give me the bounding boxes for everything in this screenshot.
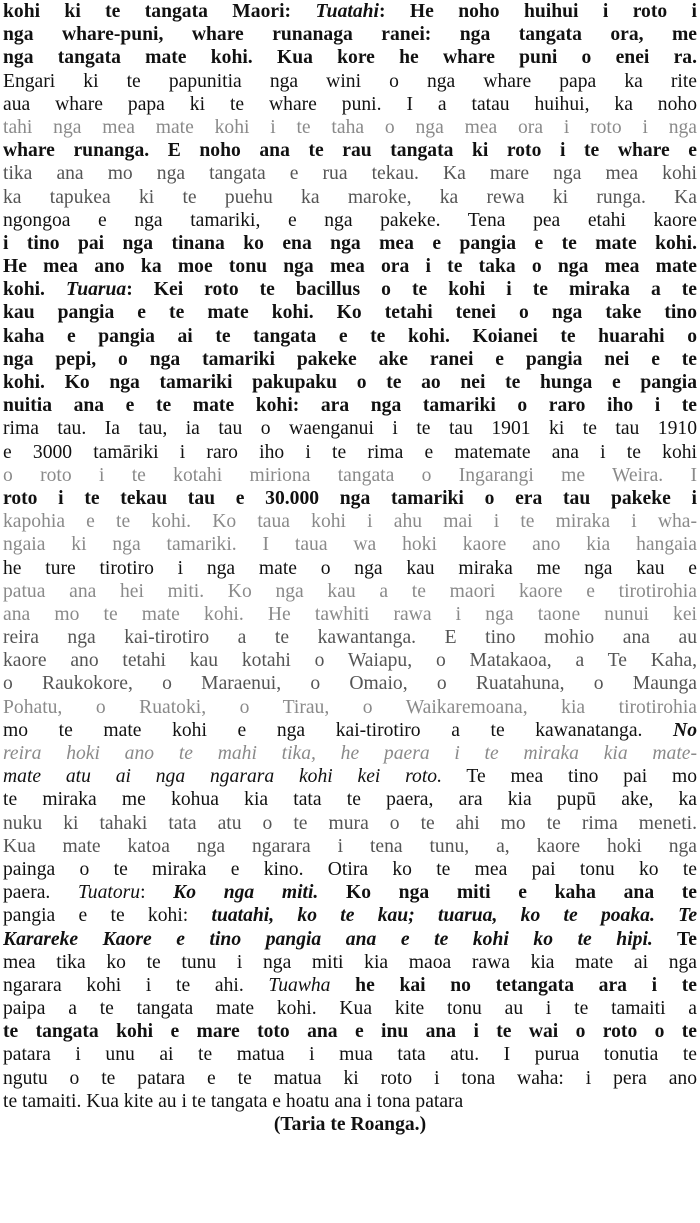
text-run: Tuatahi [315, 1, 379, 22]
text-line [3, 1067, 697, 1090]
text-run: nuku ki tahaki tata atu o te mura o te ahi mo te rima meneti. [3, 812, 697, 834]
text-line [3, 742, 697, 765]
text-run: o roto i te kotahi miriona tangata o Ingarangi me Weira. I [3, 464, 697, 486]
text-run: ngutu o te patara e te matua ki roto i tona waha: i pera ano [3, 1067, 697, 1089]
text-run: nga tangata mate kohi. Kua kore he whare puni o enei ra. [3, 47, 697, 69]
text-run: Te [652, 928, 697, 950]
text-run: Tuatoru [77, 882, 141, 904]
text-run: patua ana hei miti. Ko nga kau a te maori kaore e tirotirohia [3, 580, 697, 602]
text-run: Engari ki te papunitia nga wini o nga whare papa ka rite [3, 70, 697, 92]
text-run: aua whare papa ki te whare puni. I a tatau huihui, ka noho [3, 93, 697, 115]
text-line [3, 464, 697, 487]
text-line [3, 232, 697, 255]
text-line [3, 209, 697, 232]
text-line [3, 1090, 697, 1113]
text-line [3, 417, 697, 440]
text-run: kohi. Ko nga tamariki pakupaku o te ao nei te hunga e pangia [3, 372, 697, 393]
text-run: rima tau. Ia tau, ia tau o waenganui i te tau 1901 ki te tau 1910 [3, 418, 697, 440]
text-run: No [673, 719, 697, 741]
text-line [3, 580, 697, 603]
text-line [3, 348, 697, 371]
text-run: te miraka me kohua kia tata te paera, ara kia pupū ake, ka [3, 789, 697, 811]
text-line [3, 1043, 697, 1066]
text-run: nuitia ana e te mate kohi: ara nga tamariki o raro iho i te [3, 395, 697, 417]
text-line [3, 278, 697, 301]
text-run: : [140, 882, 174, 904]
text-run: nga whare-puni, whare runanaga ranei: nga tangata ora, me [3, 24, 697, 46]
text-run: tahi nga mea mate kohi i te taha o nga mea ora i roto i nga [3, 116, 697, 138]
text-run: he kai no tetangata ara i te [330, 974, 697, 996]
text-run: kohi. [3, 279, 66, 301]
text-line [3, 371, 697, 394]
text-run: te tangata kohi e mare toto ana e inu ana i te wai o roto o te [3, 1021, 697, 1043]
continuation-note: (Taria te Roanga.) [273, 1114, 427, 1135]
text-line [3, 881, 697, 904]
text-run: pangia e te kohi: [3, 905, 212, 927]
text-line [3, 487, 697, 510]
text-line [3, 672, 697, 695]
text-line [3, 301, 697, 324]
text-line [3, 649, 697, 672]
text-line [3, 626, 697, 649]
text-run: paera. [3, 882, 78, 904]
text-run: kau pangia e te mate kohi. Ko tetahi tenei o nga take tino [3, 302, 697, 324]
text-line [3, 93, 697, 116]
text-run: ngongoa e nga tamariki, e nga pakeke. Tena pea etahi kaore [3, 209, 697, 231]
text-line [3, 46, 697, 69]
text-run: e 3000 tamāriki i raro iho i te rima e matemate ana i te kohi [3, 441, 697, 463]
text-run: ngarara kohi i te ahi. [3, 974, 269, 996]
text-run: Karareke Kaore e tino pangia ana e te kohi ko te hipi. [3, 928, 653, 950]
text-line [3, 533, 697, 556]
text-line [3, 835, 697, 858]
text-run: whare runanga. E noho ana te rau tangata ki roto i te whare e [3, 140, 697, 162]
text-run: Ko nga miti. [173, 882, 319, 904]
text-run: He mea ano ka moe tonu nga mea ora i te taka o nga mea mate [3, 256, 697, 278]
article-body [3, 0, 697, 1113]
text-run: Ko nga miti e kaha ana te [318, 882, 697, 904]
text-line [3, 255, 697, 278]
text-run: kaore ano tetahi kau kotahi o Waiapu, o Matakaoa, a Te Kaha, [3, 650, 697, 672]
text-line [3, 325, 697, 348]
text-run: reira nga kai-tirotiro a te kawantanga. E tino mohio ana au [3, 627, 697, 649]
text-run: Tuarua [65, 279, 127, 301]
text-run: tika ana mo nga tangata e rua tekau. Ka mare nga mea kohi [3, 163, 697, 185]
text-line [3, 441, 697, 464]
text-line [3, 951, 697, 974]
text-run: he ture tirotiro i nga mate o nga kau miraka me nga kau e [3, 557, 697, 579]
text-run: kohi ki te tangata Maori: [3, 1, 316, 22]
text-line [3, 162, 697, 185]
text-run: Kua mate katoa nga ngarara i tena tunu, a, kaore hoki nga [3, 835, 697, 857]
text-run: mo te mate kohi e nga kai-tirotiro a te kawanatanga. [3, 719, 674, 741]
text-run: patara i unu ai te matua i mua tata atu. I purua tonutia te [3, 1044, 697, 1066]
text-line [3, 928, 697, 951]
text-run: Te mea tino pai mo [441, 766, 697, 788]
text-line [3, 858, 697, 881]
text-run: Te [654, 905, 697, 927]
text-line [3, 1020, 697, 1043]
text-line [3, 974, 697, 997]
text-line [3, 394, 697, 417]
text-run: nga pepi, o nga tamariki pakeke ake ranei e pangia nei e te [3, 348, 697, 370]
text-run: Tuawha [268, 974, 331, 996]
text-run: : Kei roto te bacillus o te kohi i te miraka a te [126, 279, 697, 301]
text-run: tuatahi, ko te kau; tuarua, ko te poaka. [211, 905, 655, 927]
text-line [3, 997, 697, 1020]
text-line [3, 116, 697, 139]
text-line [3, 719, 697, 742]
text-run: ka tapukea ki te puehu ka maroke, ka rewa ki runga. Ka [3, 186, 697, 208]
text-run: roto i te tekau tau e 30.000 nga tamariki o era tau pakeke i [3, 487, 697, 509]
text-run: : He noho huihui i roto i [378, 1, 697, 22]
text-run: o Raukokore, o Maraenui, o Omaio, o Ruatahuna, o Maunga [3, 673, 697, 695]
text-run: ngaia ki nga tamariki. I taua wa hoki kaore ano kia hangaia [3, 534, 697, 556]
text-run: painga o te miraka e kino. Otira ko te mea pai tonu ko te [3, 858, 697, 880]
text-run: kapohia e te kohi. Ko taua kohi i ahu mai i te miraka i wha- [3, 511, 697, 533]
text-run: mea tika ko te tunu i nga miti kia maoa rawa kia mate ai nga [3, 951, 697, 973]
text-line [3, 765, 697, 788]
text-run: kaha e pangia ai te tangata e te kohi. Koianei te huarahi o [3, 325, 697, 347]
text-run: te tamaiti. Kua kite au i te tangata e hoatu ana i tona patara [3, 1090, 464, 1112]
text-line [3, 904, 697, 927]
text-run: Pohatu, o Ruatoki, o Tirau, o Waikaremoana, kia tirotirohia [3, 696, 697, 718]
text-run: reira hoki ano te mahi tika, he paera i te miraka kia mate- [3, 743, 697, 764]
text-line [3, 139, 697, 162]
text-line [3, 0, 697, 23]
text-line [3, 186, 697, 209]
text-line [3, 696, 697, 719]
text-run: i tino pai nga tinana ko ena nga mea e pangia e te mate kohi. [3, 232, 697, 254]
text-line [3, 23, 697, 46]
text-line [3, 812, 697, 835]
text-line [3, 70, 697, 93]
text-line [3, 557, 697, 580]
text-line [3, 510, 697, 533]
text-run: paipa a te tangata mate kohi. Kua kite tonu au i te tamaiti a [3, 998, 697, 1020]
text-line [3, 603, 697, 626]
text-line [3, 788, 697, 811]
text-run: mate atu ai nga ngarara kohi kei roto. [3, 766, 442, 788]
text-run: ana mo te mate kohi. He tawhiti rawa i nga taone nunui kei [3, 603, 697, 625]
